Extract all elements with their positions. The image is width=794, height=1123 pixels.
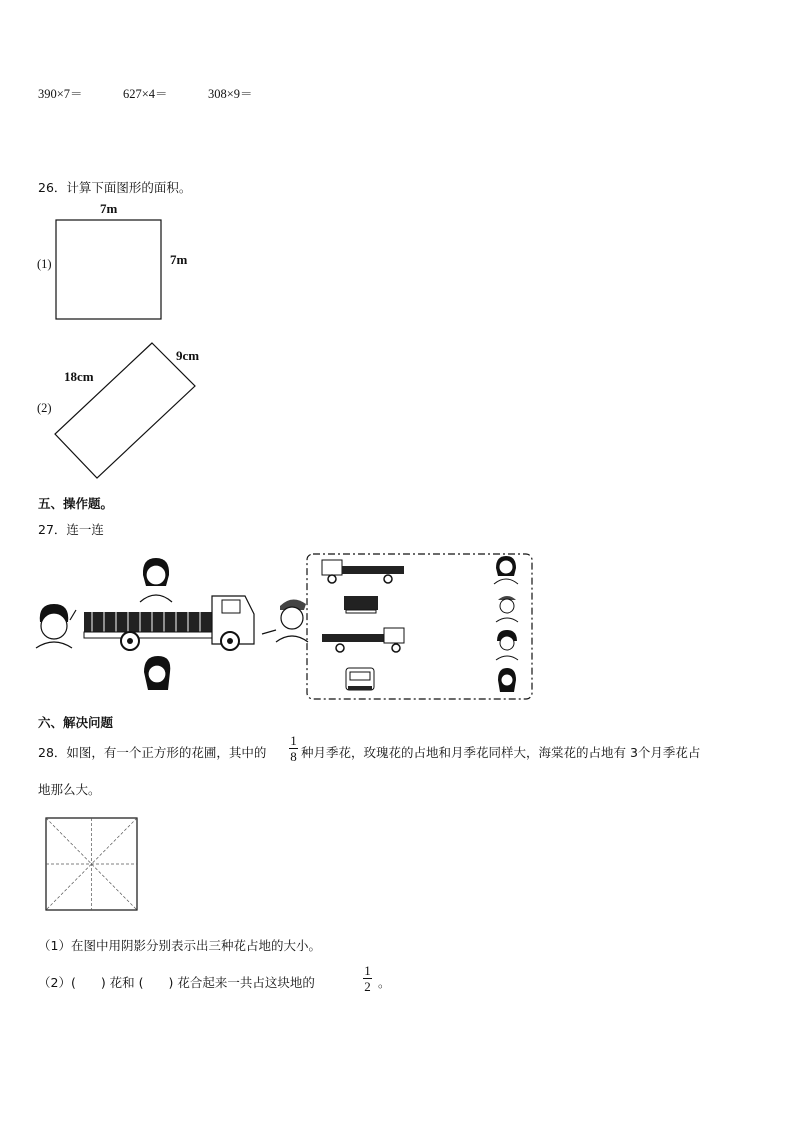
q28-stem-suffix: 种月季花，玫瑰花的占地和月季花同样大，海棠花的占地有 3个月季花占 [301, 745, 701, 760]
rect-short-label: 9cm [176, 348, 200, 363]
garden-dashed-lines [46, 818, 137, 910]
fig2-label: (2) [37, 401, 52, 415]
boy-small-icon [496, 630, 518, 660]
square-figure [56, 220, 161, 319]
sub2-fraction-numerator: 1 [364, 963, 371, 978]
expr-308x9: 308×9＝ [208, 87, 253, 101]
q27-stem: 27．连一连 [38, 522, 104, 537]
boy-cap-icon [262, 599, 308, 642]
section6-title: 六、解决问题 [38, 715, 114, 730]
q28-sub2-suffix: 。 [378, 975, 391, 990]
fig1-label: (1) [37, 257, 52, 271]
boy-cap-small-icon [496, 596, 518, 622]
q26-stem: 26．计算下面图形的面积。 [38, 180, 192, 195]
garden-square [46, 818, 137, 910]
truck-icon [84, 596, 254, 650]
truck-side-view-icon [322, 560, 404, 583]
matching-box [307, 554, 532, 699]
rectangle-figure [55, 343, 195, 478]
girl-back-small-icon [498, 668, 516, 692]
girl-top-icon [140, 558, 172, 602]
truck-rear-view-icon [344, 596, 378, 613]
q28-fraction-numerator: 1 [290, 733, 297, 748]
q28-stem-line2: 地那么大。 [38, 782, 101, 797]
expr-627x4: 627×4＝ [123, 87, 168, 101]
q28-stem-prefix: 28．如图，有一个正方形的花圃，其中的 [38, 745, 267, 760]
truck-front-view-icon [346, 668, 374, 690]
square-top-label: 7m [100, 201, 118, 216]
rect-long-label: 18cm [64, 369, 94, 384]
girl-bottom-icon [144, 656, 170, 690]
q28-fraction [289, 734, 298, 763]
boy-left-icon [36, 604, 76, 648]
q28-sub2-fraction [363, 964, 372, 993]
expr-390x7: 390×7＝ [38, 87, 83, 101]
section5-title: 五、操作题。 [38, 496, 114, 511]
q28-fraction-denominator: 8 [290, 749, 297, 764]
q28-sub1: （1）在图中用阴影分别表示出三种花占地的大小。 [38, 938, 321, 953]
truck-side-view-2-icon [322, 628, 404, 652]
sub2-fraction-denominator: 2 [364, 979, 371, 994]
girl-small-icon [494, 556, 518, 584]
q28-sub2-prefix: （2）( ) 花和 ( ) 花合起来一共占这块地的 [38, 975, 315, 990]
square-side-label: 7m [170, 252, 188, 267]
